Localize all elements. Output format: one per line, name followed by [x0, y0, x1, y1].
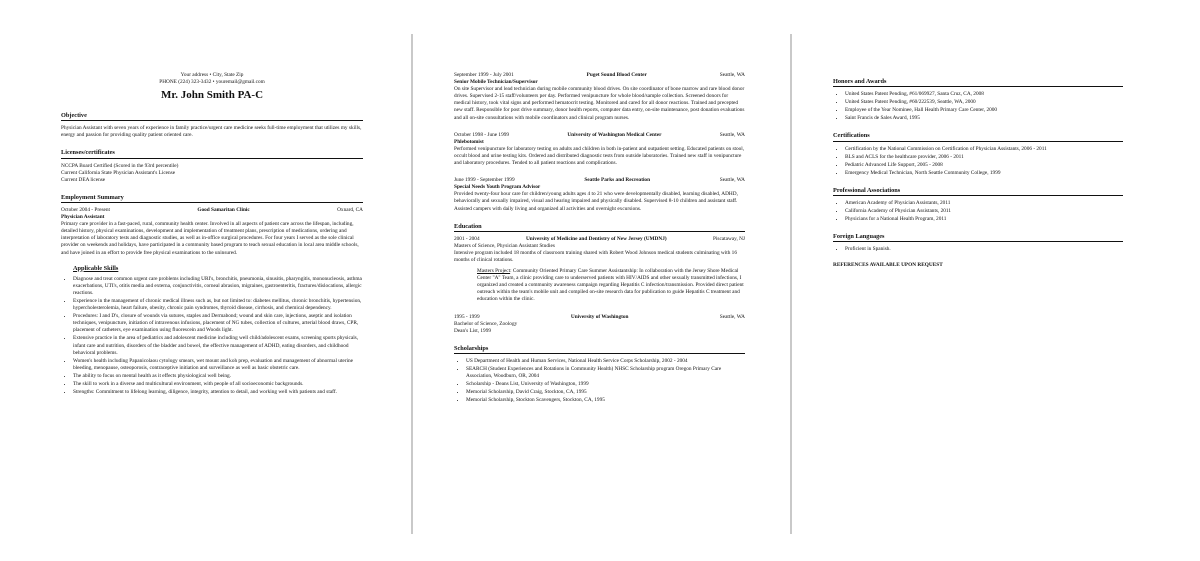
references-note: REFERENCES AVAILABLE UPON REQUEST: [833, 261, 943, 268]
job-location: Seattle, WA: [719, 177, 745, 184]
job-org: Good Samaritan Clinic: [197, 206, 250, 213]
honor: Dean's List, 1999: [454, 327, 491, 334]
degree: Bachelor of Science, Zoology: [454, 320, 518, 327]
job-org: Puget Sound Blood Center: [586, 72, 647, 78]
education-heading: Education: [454, 223, 745, 232]
address-line: Your address • City, State Zip: [180, 72, 244, 78]
certifications-heading: Certifications: [833, 132, 1123, 141]
resume-page-1: [0, 34, 411, 534]
languages-list: [833, 246, 1123, 253]
language-item: • Proficient in Spanish.: [845, 246, 1123, 253]
association-item: • California Academy of Physician Assistants, 2011: [845, 208, 1123, 215]
degree: Masters of Science, Physician Assistant Studies: [454, 242, 555, 249]
scholarships-list: [454, 358, 745, 405]
school-dates: 2001 - 2004: [454, 235, 480, 242]
scholarship-item: • Memorial Scholarship, Stockton Scavengers, Stockton, CA, 1995: [466, 397, 745, 404]
skill-item: • Procedures: I and D's, closure of wounds via sutures, staples and Dermabond; wound and skin care, injections, aseptic and isolation techniques, venipuncture, initiation of intravenous infusions, placement of NG tubes, collection of cultures, arterial blood draws, CPR, placement of catheters, eye examination using fluorescein and Woods light.: [73, 313, 363, 334]
job-entry: [454, 72, 745, 122]
school-dates: 1995 - 1999: [454, 313, 480, 320]
job-title: Physician Assistant: [61, 214, 105, 221]
job-header: [454, 72, 745, 79]
certification-item: • Certification by the National Commission on Certification of Physician Assistants, 2006 - 2011: [845, 146, 1123, 153]
resume-page-2: [413, 34, 790, 534]
masters-project-text: : Community Oriented Primary Care Summer Assistantship: In collaboration with the Jersey Shore Medical Center "A" Team, a clinic providing care to underserved patients with HIV/AIDS and other sexually transmitted infections, I organized and created a community awareness campaign regarding Hepatitis C infection/transmission. Provided direct patient outreach within the team's mobile unit and compiled on-site research data for publication to guide Hepatitis C treatment and education within the clinic.: [477, 268, 744, 303]
job-description: Performed venipuncture for laboratory testing on adults and children in both in-patient and outpatient setting. Educated patients on stool, occult blood and urine testing kits. Ordered and distributed diagnostic tests from outside laboratories. Trained new staff in venipuncture and laboratory procedures. Tended to all patient reactions and complications.: [454, 145, 745, 167]
skills-heading: Applicable Skills: [73, 264, 119, 272]
job-title: Senior Mobile Technician/Supervisor: [454, 79, 538, 86]
job-title: Phlebotomist: [454, 138, 484, 145]
objective-heading: Objective: [61, 112, 363, 121]
job-description: Primary care provider in a fast-paced, rural, community health center. Involved in all aspects of patient care across the lifespan, including, detailed history, physical examinations, development and implementation of treatment plans, prescription of medications, ordering and interpretation of laboratory tests and diagnostic studies, as well as in-office surgical procedures. For four years I served as the sole clinical provider on weekends and holidays, have participated in a community based program to teach sexual education in local area middle schools, and have joined in an effort to provide free physical examinations to the uninsured.: [61, 221, 359, 256]
licenses-heading: Licenses/certificates: [61, 149, 363, 158]
license-item: NCCPA Board Certified (Scored in the 93rd percentile): [61, 162, 179, 169]
masters-project: [477, 268, 745, 303]
scholarship-item: • Scholarship - Deans List, University of Washington, 1999: [466, 381, 745, 388]
candidate-name: Mr. John Smith PA-C: [160, 89, 264, 102]
certification-item: • BLS and ACLS for the healthcare provider, 2006 - 2011: [845, 154, 1123, 161]
job-description: Provided twenty-four hour care for children/young adults ages 4 to 21 who were developmentally disabled, learning disabled, ADHD, behaviorally and sexually impaired, visual and hearing impaired and physically disabled. Supervised 8-10 children and assistant staff. Assisted campers with daily living and organized all activities and overnight excursions.: [454, 191, 738, 212]
program-description: Intensive program included 18 months of classroom training shared with Robert Wood Johnson medical students culminating with 16 months of clinical rotations.: [454, 249, 737, 263]
job-org: Seattle Parks and Recreation: [584, 177, 651, 184]
skill-item: • Women's health including Papanicolaou cytology smears, wet mount and koh prep, evaluation and management of abnormal uterine bleeding, menopause, osteoporosis, contraceptive initiation and surveillance as well as basic obstetric care.: [73, 358, 363, 372]
school-name: University of Washington: [570, 313, 629, 320]
honor-item: • Employee of the Year Nominee, Hall Health Primary Care Center, 2000: [845, 107, 1123, 114]
license-item: Current DEA license: [61, 176, 106, 183]
certifications-list: [833, 146, 1123, 177]
skill-item: • The skill to work in a diverse and multicultural environment, with people of all socioeconomic backgrounds.: [73, 381, 363, 388]
job-header: [454, 132, 745, 139]
associations-heading: Professional Associations: [833, 187, 1123, 196]
masters-project-label: Masters Project: [477, 268, 511, 275]
job-entry: [454, 132, 745, 167]
job-entry: [454, 177, 745, 212]
skill-item: • The ability to focus on mental health as it effects physiological well being.: [73, 373, 363, 380]
honor-item: • United States Patent Pending, #61/069927, Santa Cruz, CA, 2008: [845, 91, 1123, 98]
honor-item: • Saint Francis de Sales Award, 1995: [845, 115, 1123, 122]
honors-list: [833, 91, 1123, 122]
honor-item: • United States Patent Pending, #60/222539, Seattle, WA, 2000: [845, 99, 1123, 106]
job-location: Seattle, WA: [719, 131, 745, 138]
languages-heading: Foreign Languages: [833, 233, 1123, 242]
contact-line: PHONE (224) 323-3432 • youremail@gmail.com: [159, 79, 265, 86]
job-title: Special Needs Youth Program Advisor: [454, 184, 541, 191]
skill-item: • Experience in the management of chronic medical illness such as, but not limited to: diabetes mellitus, chronic bronchitis, hypertension, hypercholesterolemia, heart failure, obesity, chronic pain syndromes, thyroid disease, cirrhosis, and chemical dependency.: [73, 298, 363, 312]
job-header: [454, 177, 745, 184]
school-name: University of Medicine and Dentistry of New Jersey (UMDNJ): [525, 235, 667, 242]
associations-list: [833, 200, 1123, 223]
scholarships-heading: Scholarships: [454, 345, 745, 354]
certification-item: • Pediatric Advanced Life Support, 2005 - 2008: [845, 162, 1123, 169]
scholarship-item: • Memorial Scholarship, David Craig, Stockton, CA, 1995: [466, 389, 745, 396]
school-header: [454, 314, 745, 321]
job-dates: October 2004 - Present: [61, 206, 110, 213]
association-item: • Physicians for a National Health Program, 2011: [845, 216, 1123, 223]
job-dates: September 1999 - July 2001: [454, 72, 514, 78]
job-location: Oxnard, CA: [337, 206, 363, 213]
objective-text: Physician Assistant with seven years of experience in family practice/urgent care medicine seeks full-time employment that utilizes my skills, energy and passion for providing quality patient oriented care.: [61, 125, 362, 139]
license-item: Current California State Physician Assistant's License: [61, 169, 176, 176]
job-location: Seattle, WA: [719, 72, 745, 78]
skill-item: • Strengths: Commitment to lifelong learning, diligence, integrity, attention to detail, and working well with patients and staff.: [73, 389, 363, 396]
school-location: Piscataway, NJ: [712, 235, 745, 242]
honors-heading: Honors and Awards: [833, 78, 1123, 87]
skills-list: [61, 276, 363, 397]
employment-heading: Employment Summary: [61, 194, 363, 203]
scholarship-item: • US Department of Health and Human Services, National Health Service Corps Scholarship, 2002 - 2004: [466, 358, 745, 365]
skill-item: • Diagnose and treat common urgent care problems including URI's, bronchitis, pneumonia, sinusitis, pharyngitis, mononucleosis, asthma exacerbations, UTI's, otitis media and externa, conjunctivitis, corneal abrasion, migraines, gastroenteritis, fractures/dislocations, allergic reactions.: [73, 276, 363, 297]
job-dates: October 1998 - June 1999: [454, 131, 510, 138]
job-org: University of Washington Medical Center: [567, 131, 662, 138]
resume-page-3: [792, 34, 1200, 534]
school-header: [454, 236, 745, 243]
school-location: Seattle, WA: [719, 313, 745, 320]
certification-item: • Emergency Medical Technician, North Seattle Community College, 1999: [845, 170, 1123, 177]
job-dates: June 1999 - September 1999: [454, 177, 515, 184]
scholarship-item: • SEARCH (Student Experiences and Rotations in Community Health) NHSC Scholarship program Oregon Primary Care Association, Woodburn, OR, 2004: [466, 366, 745, 380]
skill-item: • Extensive practice in the area of pediatrics and adolescent medicine including well child/adolescent exams, screening sports physicals, infant care and nutrition, disorders of the bladder and bowel, the effective management of ADHD, eating disorders, and childhood behavioral problems.: [73, 335, 363, 356]
job-description: On site Supervisor and lead technician during mobile community blood drives. On site coordinator of bone marrow and rare blood donor drives. Supervised 2-15 staff/volunteers per day. Performed venipuncture for whole blood/sample collection. Screened donors for medical history, took vital signs and performed hematocrit testing. Monitored and cared for all donor reactions. Trained and precepted new staff. Responsible for post drive summary, donor health reports, computer data entry, on-site maintenance, post donation evaluations and all on-site consultations with mobile coordinators and clinical program nurses.: [454, 86, 745, 121]
job-header: [61, 207, 363, 214]
association-item: • American Academy of Physician Assistants, 2011: [845, 200, 1123, 207]
